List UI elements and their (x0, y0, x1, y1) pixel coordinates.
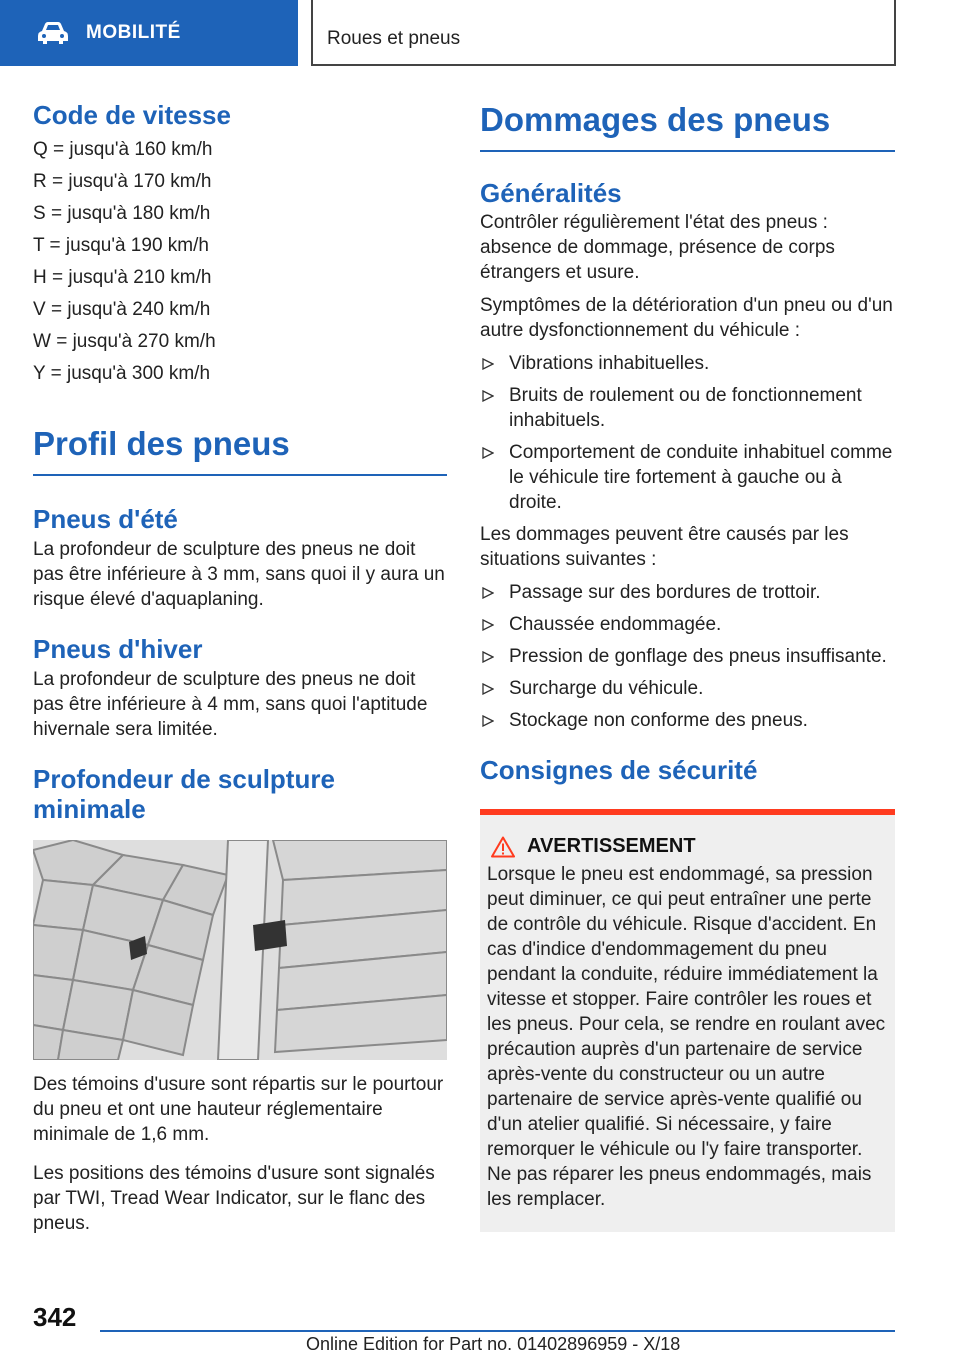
triangle-right-icon (482, 715, 494, 727)
speed-code-line: W = jusqu'à 270 km/h (33, 331, 216, 352)
winter-tires-text: La profondeur de sculpture des pneus ne doit pas être inférieure à 4 mm, sans quoi l'aptitude hivernale sera limitée. (33, 669, 428, 740)
min-depth-heading: Profondeur de sculpture minimale (33, 764, 335, 824)
list-item-text: Stockage non conforme des pneus. (509, 710, 808, 731)
summer-tires-text: La profondeur de sculpture des pneus ne doit pas être inférieure à 3 mm, sans quoi il y aura un risque élevé d'aquaplaning. (33, 539, 445, 610)
list-item (480, 383, 895, 433)
symptoms-list (480, 351, 895, 515)
list-item (480, 676, 895, 701)
damage-heading: Dommages des pneus (480, 100, 895, 152)
wear-indicator-text: Des témoins d'usure sont répartis sur le pourtour du pneu et ont une hauteur réglementaire minimale de 1,6 mm. (33, 1074, 444, 1145)
tread-wear-indicator-image (33, 840, 447, 1060)
winter-tires-heading: Pneus d'hiver (33, 634, 203, 664)
list-item (480, 708, 895, 733)
twi-text: Les positions des témoins d'usure sont signalés par TWI, Tread Wear Indicator, sur le flanc des pneus. (33, 1163, 435, 1234)
warning-triangle-icon (491, 836, 515, 858)
general-text: Contrôler régulièrement l'état des pneus : absence de dommage, présence de corps étrangers et usure. (480, 212, 835, 283)
causes-list (480, 580, 895, 733)
warning-box (480, 809, 895, 1232)
warning-title-text: AVERTISSEMENT (527, 835, 696, 857)
triangle-right-icon (482, 619, 494, 631)
warning-title (491, 835, 888, 858)
warning-text: Lorsque le pneu est endommagé, sa pression peut diminuer, ce qui peut entraîner une perte de contrôle du véhicule. Risque d'accident. En cas d'indice d'endommagement du pneu pendant la conduite, réduire immédiatement la vitesse et stopper. Faire contrôler les roues et les pneus. Pour cela, se rendre en roulant avec précaution auprès d'un partenaire de service après-vente du constructeur ou un autre partenaire de service après-vente qualifié ou d'un atelier qualifié. Si nécessaire, y faire remorquer le véhicule ou l'y faire transporter. Ne pas réparer les pneus endommagés, mais les remplacer. (487, 864, 886, 1210)
list-item (480, 580, 895, 605)
symptoms-text: Symptômes de la détérioration d'un pneu ou d'un autre dysfonctionnement du véhicule : (480, 295, 893, 341)
car-icon (36, 21, 70, 45)
page-number: 342 (33, 1302, 77, 1332)
list-item (480, 612, 895, 637)
list-item-text: Comportement de conduite inhabituel comme le véhicule tire fortement à gauche ou à droite. (509, 442, 893, 513)
speed-code-line: Q = jusqu'à 160 km/h (33, 139, 213, 160)
triangle-right-icon (482, 587, 494, 599)
speed-code-list (33, 134, 447, 390)
list-item (480, 644, 895, 669)
left-column (33, 100, 447, 1236)
speed-code-line: H = jusqu'à 210 km/h (33, 267, 212, 288)
edition-text: Online Edition for Part no. 01402896959 - X/18 (306, 1334, 681, 1354)
speed-code-line: S = jusqu'à 180 km/h (33, 203, 211, 224)
chapter-title: Roues et pneus (311, 0, 896, 66)
speed-code-line: R = jusqu'à 170 km/h (33, 171, 212, 192)
list-item-text: Bruits de roulement ou de fonctionnement inhabituels. (509, 385, 862, 431)
list-item-text: Surcharge du véhicule. (509, 678, 704, 699)
list-item (480, 440, 895, 515)
triangle-right-icon (482, 447, 494, 459)
speed-code-heading: Code de vitesse (33, 100, 231, 130)
list-item-text: Pression de gonflage des pneus insuffisante. (509, 646, 887, 667)
list-item (480, 351, 895, 376)
triangle-right-icon (482, 390, 494, 402)
speed-code-line: Y = jusqu'à 300 km/h (33, 363, 211, 384)
list-item-text: Vibrations inhabituelles. (509, 353, 710, 374)
safety-heading: Consignes de sécurité (480, 755, 758, 785)
list-item-text: Passage sur des bordures de trottoir. (509, 582, 821, 603)
section-badge (0, 0, 298, 66)
speed-code-line: T = jusqu'à 190 km/h (33, 235, 209, 256)
triangle-right-icon (482, 358, 494, 370)
triangle-right-icon (482, 651, 494, 663)
speed-code-line: V = jusqu'à 240 km/h (33, 299, 211, 320)
causes-text: Les dommages peuvent être causés par les situations suivantes : (480, 524, 849, 570)
triangle-right-icon (482, 683, 494, 695)
right-column (480, 100, 895, 1232)
profile-heading: Profil des pneus (33, 424, 447, 476)
general-heading: Généralités (480, 178, 622, 208)
section-label: MOBILITÉ (86, 22, 181, 43)
list-item-text: Chaussée endommagée. (509, 614, 722, 635)
summer-tires-heading: Pneus d'été (33, 504, 178, 534)
footer-divider (100, 1330, 895, 1332)
